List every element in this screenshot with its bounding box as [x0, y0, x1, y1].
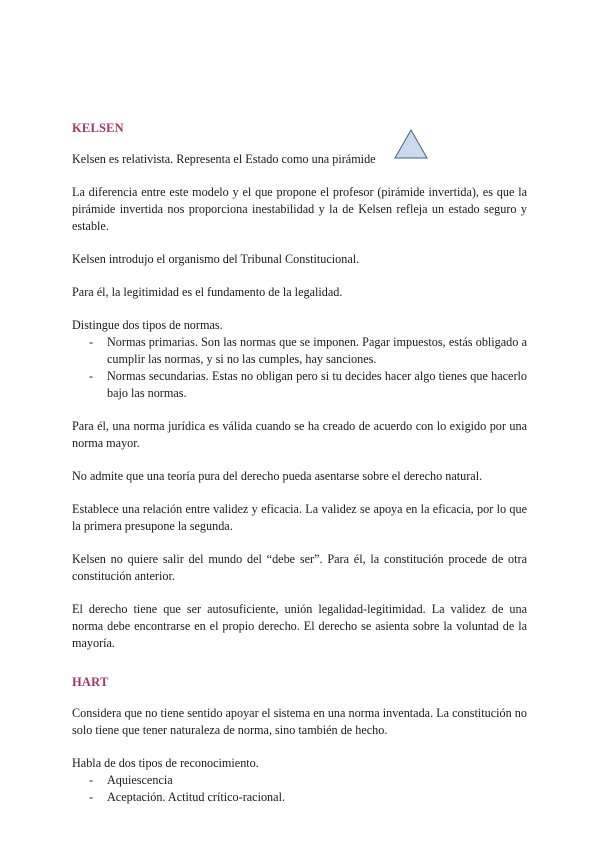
heading-hart: HART	[72, 675, 109, 689]
kelsen-paragraph-tribunal: Kelsen introdujo el organismo del Tribunal Constitucional.	[72, 252, 360, 266]
pyramid-shape	[395, 130, 427, 158]
recognition-types-list	[72, 772, 527, 806]
kelsen-paragraph-natural-law: No admite que una teoría pura del derecho pueda asentarse sobre el derecho natural.	[72, 469, 483, 483]
kelsen-paragraph-validity: Para él, una norma jurídica es válida cuando se ha creado de acuerdo con lo exigido por una norma mayor.	[72, 419, 527, 450]
kelsen-intro-row	[72, 151, 527, 168]
document-page	[72, 120, 527, 822]
list-item-text: Normas secundarias. Estas no obligan pero si tu decides hacer algo tienes que hacerlo bajo las normas.	[107, 369, 527, 400]
kelsen-paragraph-difference: La diferencia entre este modelo y el que propone el profesor (pirámide invertida), es que la pirámide invertida nos proporciona inestabilidad y la de Kelsen refleja un estado seguro y estable.	[72, 185, 527, 233]
pyramid-icon	[394, 129, 428, 159]
kelsen-paragraph-relativist: Kelsen es relativista. Representa el Estado como una pirámide	[72, 152, 376, 166]
list-item	[72, 772, 527, 789]
kelsen-paragraph-norm-types-intro: Distingue dos tipos de normas.	[72, 318, 223, 332]
list-dash: -	[89, 790, 94, 804]
kelsen-paragraph-efficacy: Establece una relación entre validez y eficacia. La validez se apoya en la eficacia, por lo que la primera presupone la segunda.	[72, 502, 527, 533]
list-item	[72, 368, 527, 402]
kelsen-paragraph-legitimacy: Para él, la legitimidad es el fundamento de la legalidad.	[72, 285, 343, 299]
list-item	[72, 789, 527, 806]
heading-kelsen: KELSEN	[72, 121, 124, 135]
norm-types-list	[72, 334, 527, 402]
list-dash: -	[89, 335, 94, 349]
list-item-text: Normas primarias. Son las normas que se imponen. Pagar impuestos, estás obligado a cumplir las normas, y si no las cumples, hay sanciones.	[107, 335, 527, 366]
hart-paragraph-recognition-intro: Habla de dos tipos de reconocimiento.	[72, 756, 259, 770]
kelsen-paragraph-self-sufficient: El derecho tiene que ser autosuficiente, unión legalidad-legitimidad. La validez de una norma debe encontrarse en el propio derecho. El derecho se asienta sobre la voluntad de la mayoría.	[72, 602, 527, 650]
kelsen-paragraph-debe-ser: Kelsen no quiere salir del mundo del “debe ser”. Para él, la constitución procede de otra constitución anterior.	[72, 552, 527, 583]
list-dash: -	[89, 773, 94, 787]
hart-paragraph-invented-norm: Considera que no tiene sentido apoyar el sistema en una norma inventada. La constitución no solo tiene que tener naturaleza de norma, sino también de hecho.	[72, 706, 527, 737]
list-item-text: Aceptación. Actitud crítico-racional.	[107, 790, 285, 804]
list-item-text: Aquiescencia	[107, 773, 173, 787]
list-item	[72, 334, 527, 368]
list-dash: -	[89, 369, 94, 383]
